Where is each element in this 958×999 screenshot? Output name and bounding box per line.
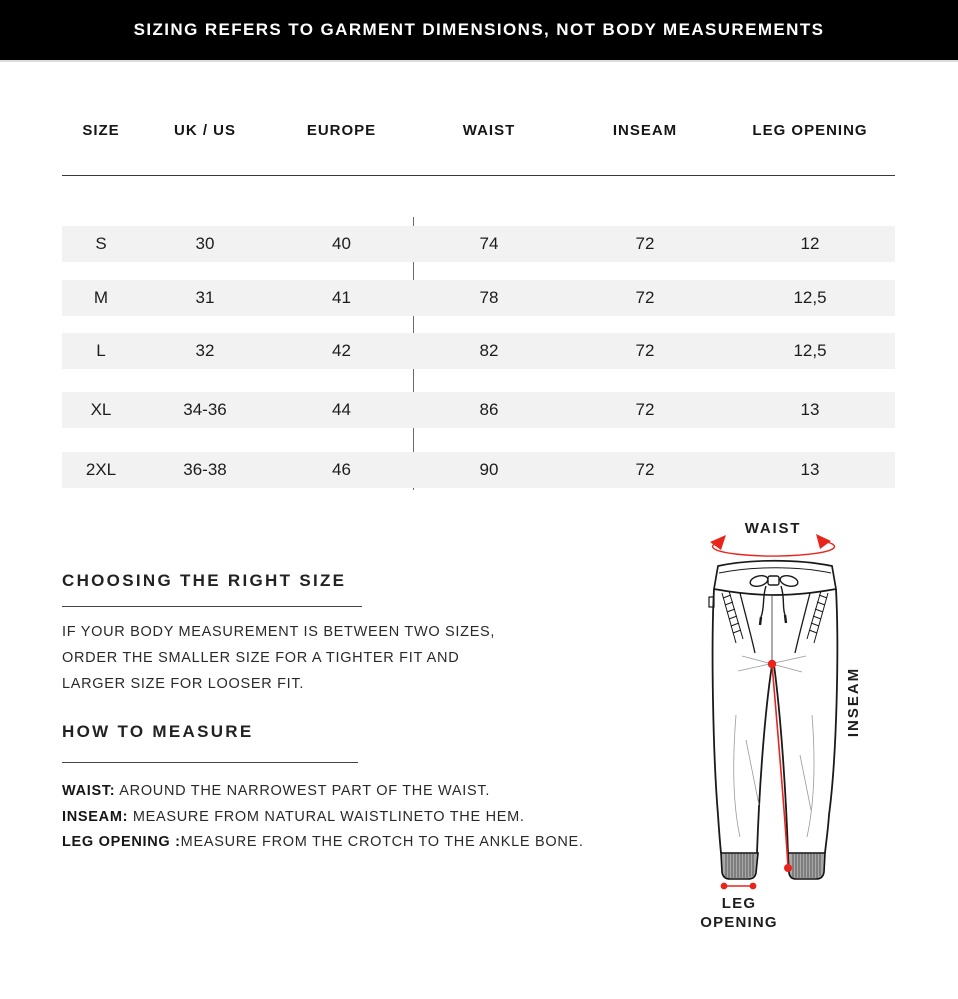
cell-inseam: 72 — [635, 341, 655, 360]
cell-size: 2XL — [85, 460, 117, 479]
cell-size: M — [93, 288, 109, 307]
pants-measurement-diagram — [660, 505, 958, 975]
choosing-size-text — [62, 619, 495, 697]
choosing-size-line: ORDER THE SMALLER SIZE FOR A TIGHTER FIT AND — [62, 650, 460, 666]
sizing-disclaimer-text: SIZING REFERS TO GARMENT DIMENSIONS, NOT BODY MEASUREMENTS — [133, 20, 825, 39]
cell-waist: 78 — [479, 288, 499, 307]
measure-item-inseam — [62, 805, 584, 831]
measure-item-text: MEASURE FROM THE CROTCH TO THE ANKLE BONE. — [180, 834, 584, 850]
cell-inseam: 72 — [635, 234, 655, 253]
choosing-size-heading: CHOOSING THE RIGHT SIZE — [62, 571, 347, 590]
cell-waist: 86 — [479, 400, 499, 419]
cell-europe: 44 — [332, 400, 351, 419]
waist-arrow-icon — [710, 534, 835, 556]
column-header-size: SIZE — [82, 121, 120, 139]
cell-size: S — [95, 234, 107, 253]
cell-europe: 42 — [332, 341, 351, 360]
cell-inseam: 72 — [635, 460, 655, 479]
jogger-pants-drawing — [660, 505, 958, 975]
cell-leg-opening: 12,5 — [793, 341, 827, 360]
column-header-waist: WAIST — [462, 121, 516, 139]
seam-crease-lines — [734, 595, 814, 837]
cell-europe: 46 — [332, 460, 351, 479]
how-to-measure-heading: HOW TO MEASURE — [62, 722, 254, 741]
leg-opening-label-line2: OPENING — [700, 914, 778, 931]
table-row-l — [62, 333, 895, 369]
column-header-leg-opening: LEG OPENING — [752, 121, 868, 139]
cell-uk-us: 30 — [195, 234, 215, 253]
choosing-size-line: LARGER SIZE FOR LOOSER FIT. — [62, 676, 305, 692]
pants-legs — [713, 589, 838, 853]
cell-leg-opening: 12,5 — [793, 288, 827, 307]
cell-waist: 74 — [479, 234, 499, 253]
measure-item-waist — [62, 779, 584, 805]
measure-item-leg-opening — [62, 830, 584, 856]
table-row-2xl — [62, 452, 895, 488]
cell-leg-opening: 13 — [800, 400, 820, 419]
measure-item-text: MEASURE FROM NATURAL WAISTLINETO THE HEM. — [128, 808, 525, 825]
column-header-uk-us: UK / US — [173, 121, 236, 139]
ribbed-cuffs — [721, 853, 825, 879]
pocket-hatching — [722, 591, 828, 653]
choosing-size-underline — [62, 606, 362, 607]
cell-waist: 90 — [479, 460, 499, 479]
cell-uk-us: 36-38 — [183, 460, 227, 479]
choosing-size-line: IF YOUR BODY MEASUREMENT IS BETWEEN TWO SIZES, — [62, 624, 496, 640]
column-header-inseam: INSEAM — [612, 121, 678, 139]
table-row-xl — [62, 392, 895, 428]
cell-inseam: 72 — [635, 288, 655, 307]
sizing-disclaimer-banner — [0, 0, 958, 62]
leg-opening-label-line1: LEG — [721, 895, 757, 912]
table-row-s — [62, 226, 895, 262]
measure-item-label: INSEAM: — [62, 808, 129, 825]
cell-inseam: 72 — [635, 400, 655, 419]
table-header-divider — [62, 175, 895, 176]
column-header-europe: EUROPE — [306, 121, 377, 139]
cell-uk-us: 34-36 — [183, 400, 227, 419]
cell-size: XL — [90, 400, 112, 419]
measure-item-label: LEG OPENING : — [62, 834, 181, 850]
cell-uk-us: 31 — [195, 288, 215, 307]
cell-size: L — [96, 341, 106, 360]
how-to-measure-list — [62, 779, 584, 856]
cell-leg-opening: 12 — [800, 234, 820, 253]
cell-leg-opening: 13 — [800, 460, 820, 479]
cell-europe: 41 — [332, 288, 351, 307]
how-to-measure-underline — [62, 762, 358, 763]
waist-label: WAIST — [744, 520, 802, 537]
inseam-label: INSEAM — [845, 666, 862, 738]
cell-uk-us: 32 — [195, 341, 215, 360]
cell-waist: 82 — [479, 341, 499, 360]
size-table-header — [62, 112, 895, 148]
table-row-m — [62, 280, 895, 316]
leg-opening-measure-line — [721, 883, 757, 890]
measure-item-label: WAIST: — [62, 783, 116, 799]
cell-europe: 40 — [332, 234, 351, 253]
measure-item-text: AROUND THE NARROWEST PART OF THE WAIST. — [115, 783, 491, 799]
